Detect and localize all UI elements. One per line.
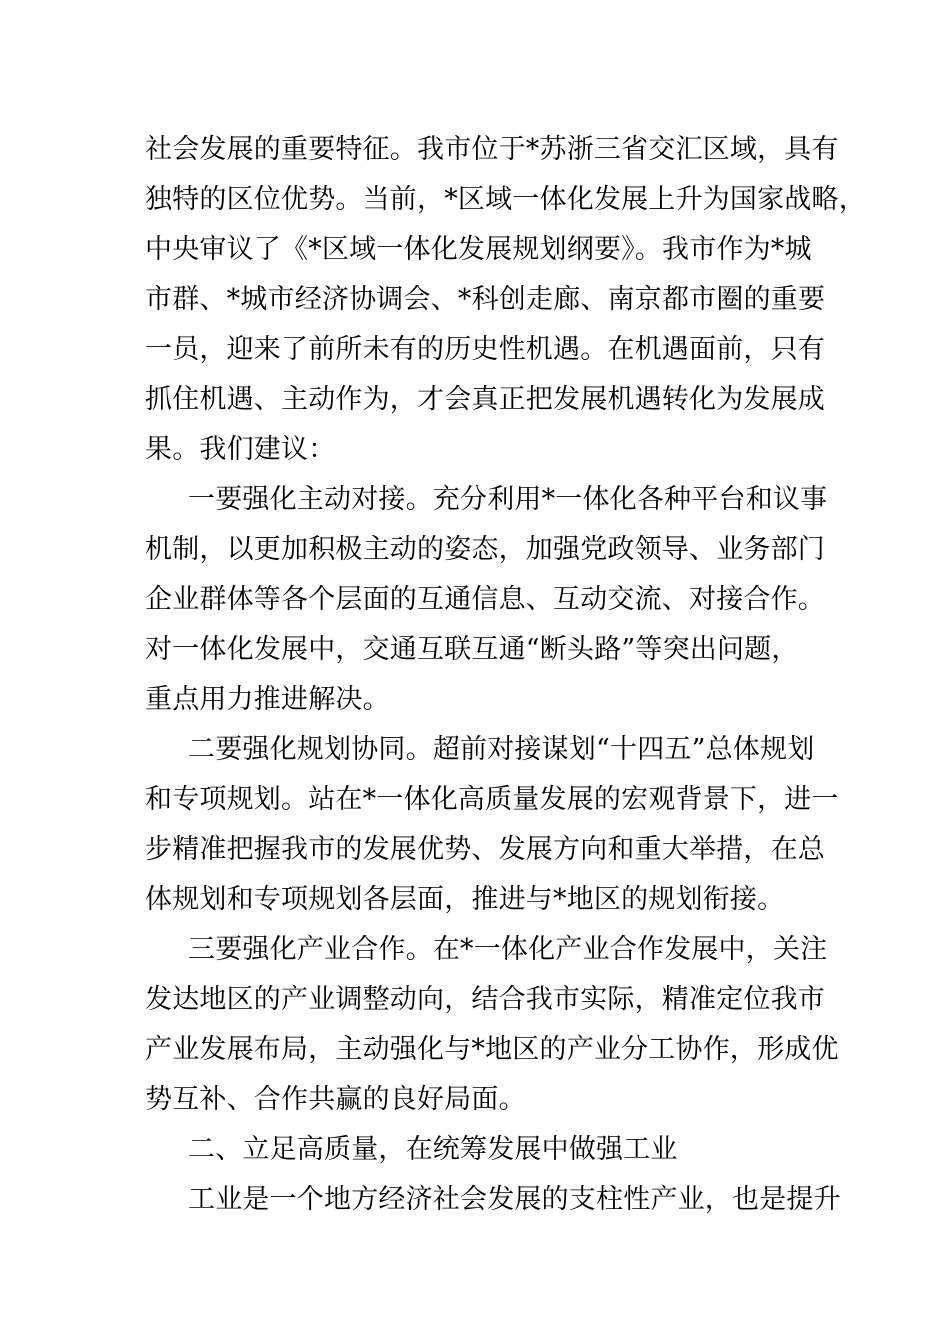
text-line: 步精准把握我市的发展优势、发展方向和重大举措，在总 <box>145 834 825 865</box>
text-line: 抓住机遇、主动作为，才会真正把发展机遇转化为发展成 <box>145 384 825 415</box>
paragraph-first-line: 工业是一个地方经济社会发展的支柱性产业，也是提升 <box>188 1184 841 1215</box>
text-line: 一员，迎来了前所未有的历史性机遇。在机遇面前，只有 <box>145 334 825 365</box>
text-line: 果。我们建议： <box>145 434 336 465</box>
text-line: 体规划和专项规划各层面，推进与*地区的规划衔接。 <box>145 884 785 915</box>
section-heading: 二、立足高质量，在统筹发展中做强工业 <box>188 1134 678 1165</box>
text-line: 势互补、合作共赢的良好局面。 <box>145 1084 526 1115</box>
text-line: 企业群体等各个层面的互通信息、互动交流、对接合作。 <box>145 584 825 615</box>
paragraph-first-line: 二要强化规划协同。超前对接谋划“十四五”总体规划 <box>188 734 815 765</box>
text-line: 产业发展布局，主动强化与*地区的产业分工协作，形成优 <box>145 1034 839 1065</box>
paragraph-first-line: 一要强化主动对接。充分利用*一体化各种平台和议事 <box>188 484 828 515</box>
text-line: 社会发展的重要特征。我市位于*苏浙三省交汇区域，具有 <box>145 134 839 165</box>
text-line: 发达地区的产业调整动向，结合我市实际，精准定位我市 <box>145 984 825 1015</box>
text-line: 市群、*城市经济协调会、*科创走廊、南京都市圈的重要 <box>145 284 826 315</box>
text-line: 对一体化发展中，交通互联互通“断头路”等突出问题， <box>145 634 799 665</box>
text-line: 独特的区位优势。当前，*区域一体化发展上升为国家战略， <box>145 184 866 215</box>
text-line: 机制，以更加积极主动的姿态，加强党政领导、业务部门 <box>145 534 825 565</box>
text-line: 中央审议了《*区域一体化发展规划纲要》。我市作为*城 <box>145 234 812 265</box>
text-line: 和专项规划。站在*一体化高质量发展的宏观背景下，进一 <box>145 784 839 815</box>
text-line: 重点用力推进解决。 <box>145 684 390 715</box>
paragraph-first-line: 三要强化产业合作。在*一体化产业合作发展中，关注 <box>188 934 828 965</box>
